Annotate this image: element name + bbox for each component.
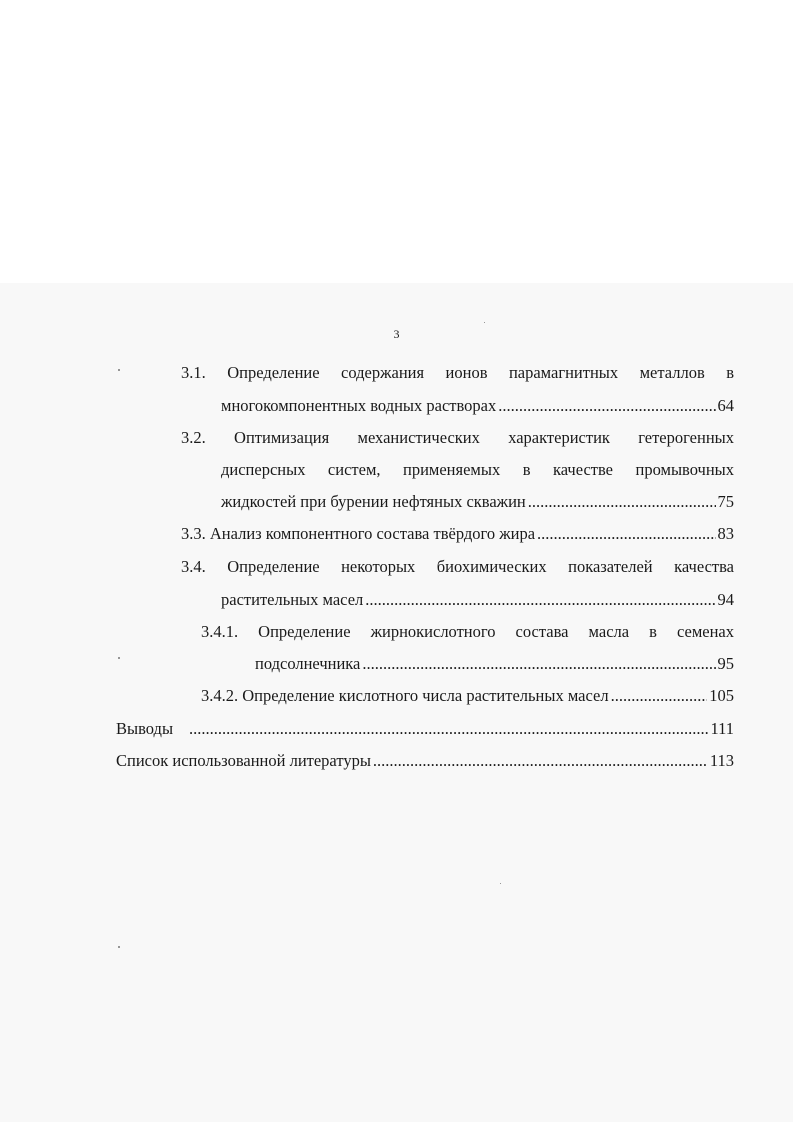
toc-entry-3-2-line-2: дисперсных систем, применяемых в качестве промывочных (221, 460, 734, 479)
toc-entry-3-4-page: 94 (717, 590, 734, 609)
scan-speck (484, 322, 485, 323)
toc-entry-3-4-1-line-2[interactable] (255, 654, 734, 674)
dot-leader (362, 654, 715, 674)
toc-entry-3-2-line-1: 3.2. Оптимизация механистических характеристик гетерогенных (181, 428, 734, 447)
dot-leader (373, 751, 708, 771)
toc-entry-3-3-page: 83 (717, 524, 734, 543)
toc-entry-3-3[interactable] (181, 524, 734, 544)
toc-entry-references-title: Список использованной литературы (116, 751, 371, 770)
toc-entry-3-2-line-3[interactable] (221, 492, 734, 512)
page-number: 3 (393, 327, 400, 341)
toc-entry-3-2-title: жидкостей при бурении нефтяных скважин (221, 492, 526, 511)
toc-entry-conclusions-page: 111 (710, 719, 734, 738)
toc-entry-conclusions[interactable] (116, 719, 734, 739)
toc-entry-3-1-page: 64 (717, 396, 734, 415)
toc-entry-3-4-title: растительных масел (221, 590, 364, 609)
toc-entry-3-2-page: 75 (717, 492, 734, 511)
toc-entry-3-1-line-1: 3.1. Определение содержания ионов парамагнитных металлов в (181, 363, 734, 382)
toc-entry-3-4-1-line-1: 3.4.1. Определение жирнокислотного состава масла в семенах (201, 622, 734, 641)
dot-leader (498, 396, 715, 416)
toc-entry-3-3-title: 3.3. Анализ компонентного состава твёрдого жира (181, 524, 536, 543)
dot-leader (537, 524, 715, 544)
toc-entry-3-4-line-1: 3.4. Определение некоторых биохимических показателей качества (181, 557, 734, 576)
scan-speck (118, 369, 120, 371)
scan-speck (118, 946, 120, 948)
toc-entry-references-page: 113 (709, 751, 734, 770)
toc-entry-3-4-2-page: 105 (709, 686, 734, 705)
toc-entry-3-4-1-title: подсолнечника (255, 654, 361, 673)
dot-leader (528, 492, 716, 512)
dot-leader (611, 686, 708, 706)
toc-entry-3-4-2[interactable] (201, 686, 734, 706)
dot-leader (365, 590, 715, 610)
scan-speck (500, 883, 501, 884)
toc-entry-conclusions-title: Выводы (116, 719, 174, 738)
dot-leader (189, 719, 708, 739)
toc-entry-3-4-2-title: 3.4.2. Определение кислотного числа растительных масел (201, 686, 609, 705)
toc-entry-3-1-line-2[interactable] (221, 396, 734, 416)
toc-entry-3-4-line-2[interactable] (221, 590, 734, 610)
scan-speck (118, 657, 120, 659)
toc-entry-references[interactable] (116, 751, 734, 771)
toc-entry-3-4-1-page: 95 (717, 654, 734, 673)
toc-entry-3-1-title: многокомпонентных водных растворах (221, 396, 497, 415)
